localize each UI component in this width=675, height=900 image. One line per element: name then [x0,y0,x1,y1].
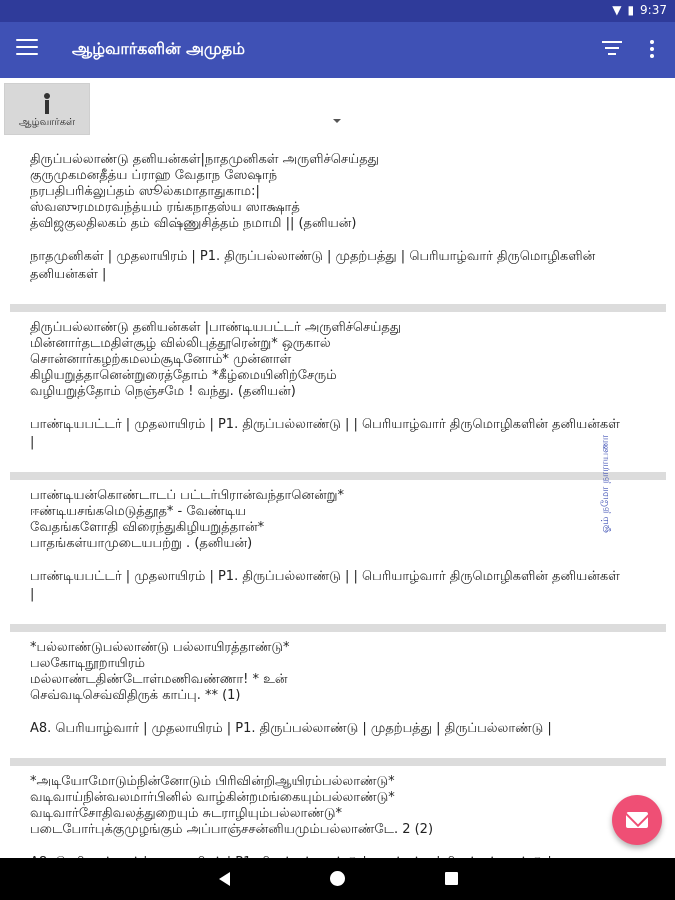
home-icon[interactable] [330,871,345,886]
status-time: 9:37 [640,3,667,17]
verse-text: திருப்பல்லாண்டு தனியன்கள் |பாண்டியபட்டர் அருளிச்செய்தது மின்னார்தடமதிள்சூழ் வில்லிபுத்தூரென்று* ஒருகால் சொன்னார்கழற்கமலம்சூடினோம்* முன்னாள் கிழியறுத்தானென்றுரைத்தோம் *கீழ்மையினிற்சேரும் வழியறுத்தோம் நெஞ்சமே ! வந்து. (தனியன்) [30,320,402,399]
verse-meta: பாண்டியபட்டர் | முதலாயிரம் | P1. திருப்பல்லாண்டு | | பெரியாழ்வார் திருமொழிகளின் தனியன்கள் | [30,569,620,602]
filter-icon[interactable] [601,41,623,59]
battery-icon: ▮ [627,3,635,17]
hamburger-menu-icon[interactable] [16,39,38,61]
divider [10,304,666,312]
status-bar [0,0,675,22]
email-fab-button[interactable] [612,795,662,845]
list-item[interactable] [10,320,666,480]
divider [10,472,666,480]
verse-list [10,152,666,872]
recent-apps-icon[interactable] [445,872,458,885]
divider [10,758,666,766]
verse-meta: A8. பெரியாழ்வார் | முதலாயிரம் | P1. திருப்பல்லாண்டு | முதற்பத்து | திருப்பல்லாண்டு | [30,721,552,736]
verse-meta: பாண்டியபட்டர் | முதலாயிரம் | P1. திருப்பல்லாண்டு | | பெரியாழ்வார் திருமொழிகளின் தனியன்கள் | [30,417,620,450]
list-item[interactable] [10,488,666,632]
app-title: ஆழ்வார்களின் அமுதம் [72,39,245,58]
verse-text: *பல்லாண்டுபல்லாண்டு பல்லாயிரத்தாண்டு* பலகோடிநூறாயிரம் மல்லாண்டதிண்டோள்மணிவண்ணா! * உன் செவ்வடிசெவ்விதிருக் காப்பு. ** (1) [30,640,290,703]
side-vertical-text: ஓம் நமோ நாராயணா [600,434,611,533]
alwar-selector-button[interactable] [4,83,90,135]
list-item[interactable] [10,640,666,766]
wifi-icon: ▼ [612,3,622,17]
person-icon [43,93,51,115]
verse-text: *அடியோமோடும்நின்னோடும் பிரிவின்றிஆயிரம்பல்லாண்டு* வடிவாய்நின்வலமார்பினில் வாழ்கின்றமங்கையும்பல்லாண்டு* வடிவார்சோதிவலத்துறையும் சுடராழியும்பல்லாண்டு* படைபோர்புக்குமுழங்கும் அப்பாஞ்சசன்னியமும்பல்லாண்டே. 2 (2) [30,774,434,837]
verse-text: திருப்பல்லாண்டு தனியன்கள்|நாதமுனிகள் அருளிச்செய்தது குருமுகமனதீத்ய ப்ராஹ வேதாந ஸேஷாந் நரபதிபரிக்லுப்தம் ஸூல்கமாதாதுகாம:| ஸ்வஸுரமமரவந்த்யம் ரங்கநாதஸ்ய ஸாக்ஷாத் த்விஜகுலதிலகம் தம் விஷ்ணுசித்தம் நமாமி || (தனியன்) [30,152,379,231]
alwar-selector-label: ஆழ்வார்கள் [18,117,76,128]
verse-text: பாண்டியன்கொண்டாடப் பட்டர்பிரான்வந்தானென்று* ஈண்டியசங்கமெடுத்தூத* - வேண்டிய வேதங்களோதி விரைந்துகிழியறுத்தான்* பாதங்கள்யாமுடையபற்று . (தனியன்) [30,488,345,551]
status-icons [612,3,667,17]
divider [10,624,666,632]
dropdown-arrow-icon[interactable] [333,119,341,123]
list-item[interactable] [10,152,666,312]
verse-meta: நாதமுனிகள் | முதலாயிரம் | P1. திருப்பல்லாண்டு | முதற்பத்து | பெரியாழ்வார் திருமொழிகளின் தனியன்கள் | [30,249,596,282]
navigation-bar [0,858,675,900]
more-vert-icon[interactable] [649,40,655,60]
app-bar [0,22,675,78]
email-icon [626,812,648,828]
back-icon[interactable] [219,872,230,886]
content-area [0,78,675,858]
